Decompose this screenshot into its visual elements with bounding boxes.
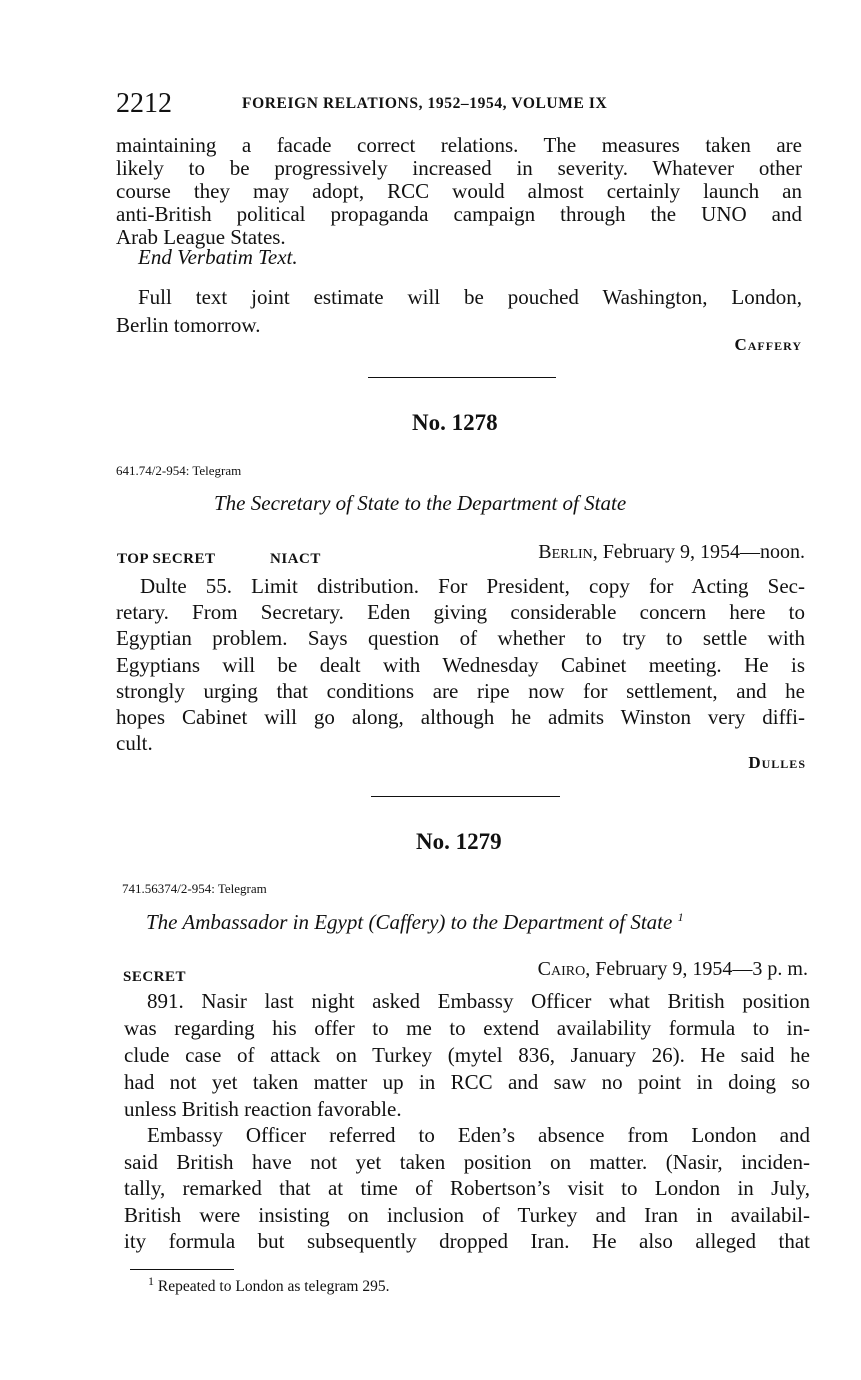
document-source-1279: 741.56374/2-954: Telegram xyxy=(122,881,267,896)
text-line: Full text joint estimate will be pouched Washington, London, xyxy=(138,285,802,309)
text-line: Dulte 55. Limit distribution. For President, copy for Acting Sec- xyxy=(140,574,805,598)
text-line: 891. Nasir last night asked Embassy Officer what British position xyxy=(147,989,810,1013)
classification-secret: SECRET xyxy=(123,969,187,985)
telegram-body-1278 xyxy=(116,573,805,756)
title-text: The Ambassador in Egypt (Caffery) to the Department of State xyxy=(146,910,673,934)
section-divider xyxy=(371,796,560,797)
running-head: FOREIGN RELATIONS, 1952–1954, VOLUME IX xyxy=(242,95,608,112)
text-line: Egyptian problem. Says question of whether to try to settle with xyxy=(116,626,805,651)
text-line: retary. From Secretary. Eden giving considerable concern here to xyxy=(116,600,805,625)
dateline-1278 xyxy=(538,541,805,564)
text-line: Egyptians will be dealt with Wednesday Cabinet meeting. He is xyxy=(116,652,805,677)
telegram-body-1279-para1 xyxy=(124,988,810,1123)
document-title-1278: The Secretary of State to the Department of State xyxy=(214,491,627,515)
text-line: Berlin tomorrow. xyxy=(116,313,261,337)
precedence-niact: NIACT xyxy=(270,551,321,567)
page-number: 2212 xyxy=(116,88,172,119)
signature-dulles: Dulles xyxy=(748,753,806,772)
text-line: Arab League States. xyxy=(116,225,286,249)
text-line: maintaining a facade correct relations. The measures taken are xyxy=(116,133,802,157)
classification-top-secret: TOP SECRET xyxy=(117,551,216,567)
text-line: clude case of attack on Turkey (mytel 836, January 26). He said he xyxy=(124,1043,810,1067)
text-line: said British have not yet taken position on matter. (Nasir, inciden- xyxy=(124,1149,810,1174)
text-line: cult. xyxy=(116,731,153,756)
text-line: likely to be progressively increased in severity. Whatever other xyxy=(116,156,802,180)
footnote-reference: 1 xyxy=(677,910,684,924)
signature-caffery: Caffery xyxy=(734,335,802,354)
document-title-1279 xyxy=(146,910,684,935)
document-source-1278: 641.74/2-954: Telegram xyxy=(116,463,242,478)
text-line: anti-British political propaganda campaign through the UNO and xyxy=(116,202,802,226)
footnote-divider xyxy=(130,1269,234,1270)
dateline-date: , February 9, 1954—noon. xyxy=(592,541,805,563)
text-line: was regarding his offer to me to extend availability formula to in- xyxy=(124,1016,810,1040)
end-verbatim-text: End Verbatim Text. xyxy=(138,245,298,269)
document-number-1279: No. 1279 xyxy=(416,829,502,854)
text-line: Embassy Officer referred to Eden’s absence from London and xyxy=(147,1123,810,1147)
dateline-place: Cairo xyxy=(537,958,586,980)
text-line: course they may adopt, RCC would almost certainly launch an xyxy=(116,179,802,203)
text-line: hopes Cabinet will go along, although he admits Winston very diffi- xyxy=(116,705,805,730)
footnote xyxy=(148,1273,390,1296)
continuation-paragraph xyxy=(116,134,802,249)
section-divider xyxy=(368,377,556,378)
text-line: unless British reaction favorable. xyxy=(124,1097,402,1121)
footnote-marker: 1 xyxy=(148,1273,154,1288)
text-line: strongly urging that conditions are ripe now for settlement, and he xyxy=(116,678,805,703)
dateline-date: , February 9, 1954—3 p. m. xyxy=(585,958,808,980)
document-number-1278: No. 1278 xyxy=(412,410,498,435)
text-line: British were insisting on inclusion of Turkey and Iran in availabil- xyxy=(124,1202,810,1227)
text-line: had not yet taken matter up in RCC and saw no point in doing so xyxy=(124,1070,810,1094)
telegram-body-1279-para2 xyxy=(124,1122,810,1255)
dateline-1279 xyxy=(538,958,808,981)
text-line: ity formula but subsequently dropped Iran. He also alleged that xyxy=(124,1229,810,1253)
footnote-text: Repeated to London as telegram 295. xyxy=(157,1278,390,1295)
text-line: tally, remarked that at time of Robertson’s visit to London in July, xyxy=(124,1176,810,1200)
dateline-place: Berlin xyxy=(538,541,593,563)
closing-paragraph xyxy=(116,283,802,339)
